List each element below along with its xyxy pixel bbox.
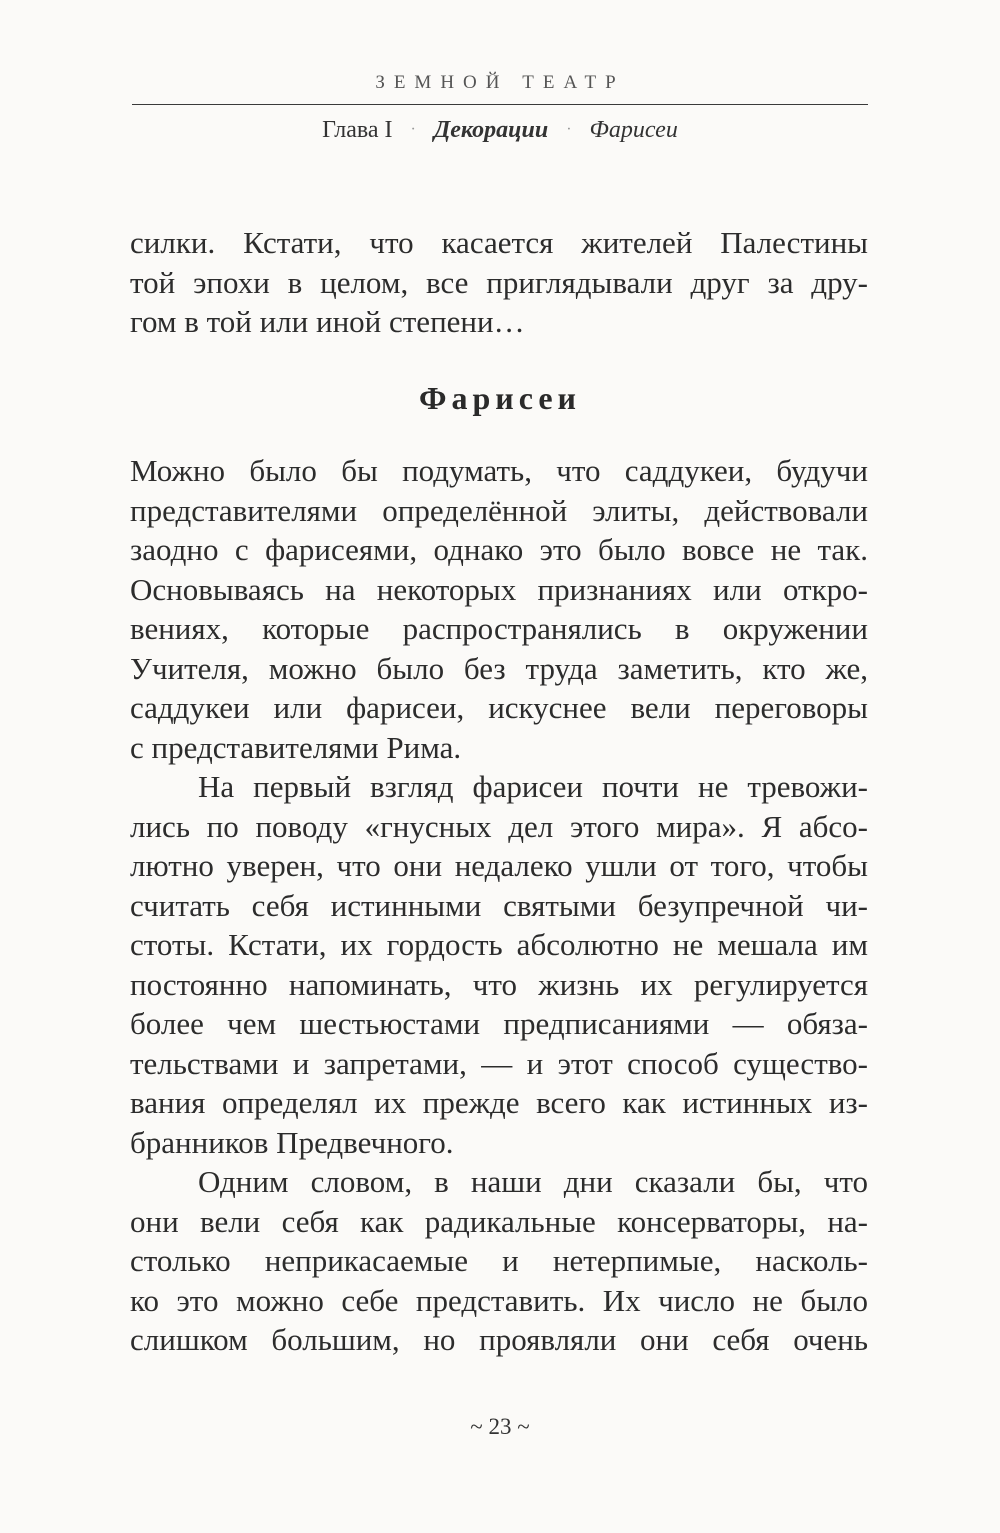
breadcrumb-separator: · <box>566 121 572 138</box>
breadcrumb <box>0 117 1000 144</box>
text-line: представителями определённой элиты, действовали <box>130 492 868 528</box>
text-line: с представителями Рима. <box>130 729 462 765</box>
text-line: столько неприкасаемые и нетерпимые, насколь- <box>130 1243 868 1278</box>
text-line: тельствами и запретами, — и этот способ существо- <box>130 1045 868 1081</box>
text-line: лись по поводу «гнусных дел этого мира». Я абсо- <box>130 808 868 844</box>
text-line: слишком большим, но проявляли они себя очень <box>130 1322 868 1357</box>
text-line: Одним словом, в наши дни сказали бы, что <box>198 1164 868 1199</box>
text-line: вениях, которые распространялись в окружении <box>130 611 868 646</box>
text-line: Основываясь на некоторых признаниях или откро- <box>130 571 868 607</box>
breadcrumb-chapter: Глава I <box>322 117 393 143</box>
text-line: Можно было бы подумать, что саддукеи, будучи <box>130 453 868 488</box>
running-title: ЗЕМНОЙ ТЕАТР <box>375 72 625 93</box>
text-line: саддукеи или фарисеи, искуснее вели переговоры <box>130 690 868 725</box>
text-line: постоянно напоминать, что жизнь их регулируется <box>130 966 868 1002</box>
intro-paragraph <box>130 223 868 342</box>
text-line: бранников Предвечного. <box>130 1124 454 1160</box>
text-line: стоты. Кстати, их гордость абсолютно не мешала им <box>130 927 868 962</box>
breadcrumb-chapter-part: Декорации <box>433 117 549 143</box>
text-line: вания определял их прежде всего как истинных из- <box>130 1085 868 1120</box>
text-line: На первый взгляд фарисеи почти не тревожи- <box>198 769 868 804</box>
breadcrumb-section: Фарисеи <box>589 117 678 143</box>
header-rule <box>132 104 868 105</box>
text-line: лютно уверен, что они недалеко ушли от того, чтобы <box>130 848 868 883</box>
text-line: заодно с фарисеями, однако это было вовсе не так. <box>130 532 868 567</box>
page-number: ~ 23 ~ <box>470 1414 530 1439</box>
text-line: ко это можно себе представить. Их число не было <box>130 1282 868 1318</box>
text-line: они вели себя как радикальные консерваторы, на- <box>130 1203 868 1239</box>
text-line: силки. Кстати, что касается жителей Палестины <box>130 225 868 260</box>
text-line: считать себя истинными святыми безупречной чи- <box>130 887 868 923</box>
text-line: гом в той или иной степени… <box>130 304 525 339</box>
section-heading: Фарисеи <box>419 380 581 416</box>
text-line: той эпохи в целом, все приглядывали друг за дру- <box>130 264 868 300</box>
body-text <box>130 451 868 1360</box>
text-line: более чем шестьюстами предписаниями — обяза- <box>130 1006 868 1041</box>
breadcrumb-separator: · <box>410 121 416 138</box>
text-line: Учителя, можно было без труда заметить, кто же, <box>130 650 868 686</box>
